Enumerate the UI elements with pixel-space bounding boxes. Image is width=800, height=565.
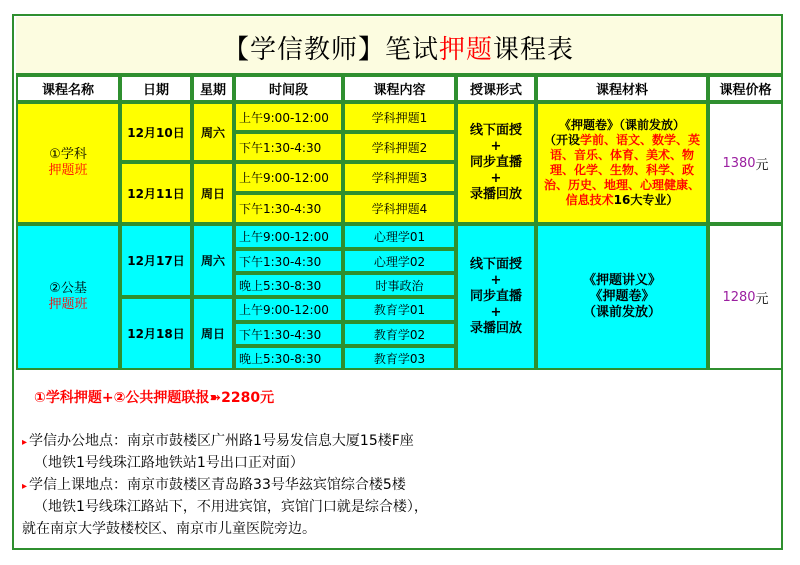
time-slot-cell: 上午9:00-12:00 <box>234 162 343 193</box>
class-address-note: （地铁1号线珠江路站下，不用进宾馆，宾馆门口就是综合楼）， <box>34 499 428 515</box>
office-address: ▸ 学信办公地点：南京市鼓楼区广州路1号易发信息大厦15楼F座 <box>22 433 414 449</box>
header-format: 授课形式 <box>456 75 536 102</box>
content-cell: 学科押题4 <box>343 193 456 224</box>
bullet-icon: ▸ <box>22 437 28 448</box>
title-highlight: 押题 <box>438 35 493 65</box>
content-cell: 教育学01 <box>343 297 456 322</box>
time-slot-cell: 上午9:00-12:00 <box>234 297 343 322</box>
materials-cell-1: 《押题卷》（课前发放） （开设学前、语文、数学、英语、音乐、体育、美术、物理、化学、生物、科学、政治、历史、地理、心理健康、信息技术16大专业） <box>536 102 708 224</box>
time-slot-cell: 下午1:30-4:30 <box>234 322 343 346</box>
weekday-cell: 周日 <box>192 297 234 370</box>
time-slot-cell: 晚上5:30-8:30 <box>234 346 343 370</box>
price-cell-1: 1380 元 <box>708 102 783 224</box>
course-name-2: ②公基 押题班 <box>16 224 120 370</box>
time-slot-cell: 下午1:30-4:30 <box>234 249 343 273</box>
time-slot-cell: 上午9:00-12:00 <box>234 224 343 249</box>
content-cell: 教育学03 <box>343 346 456 370</box>
content-cell: 教育学02 <box>343 322 456 346</box>
class-address-note-2: 就在南京大学鼓楼校区、南京市儿童医院旁边。 <box>22 521 316 537</box>
format-cell-2: 线下面授 + 同步直播 + 录播回放 <box>456 224 536 370</box>
header-time-slot: 时间段 <box>234 75 343 102</box>
combo-price-note: ①学科押题+②公共押题联报➽2280元 <box>34 390 275 406</box>
content-cell: 时事政治 <box>343 273 456 297</box>
class-address: ▸ 学信上课地点：南京市鼓楼区青岛路33号华玆宾馆综合楼5楼 <box>22 477 406 493</box>
weekday-cell: 周六 <box>192 102 234 162</box>
header-content: 课程内容 <box>343 75 456 102</box>
date-cell: 12月10日 <box>120 102 192 162</box>
title-bar <box>16 17 781 75</box>
office-address-note: （地铁1号线珠江路地铁站1号出口正对面） <box>34 455 304 471</box>
content-cell: 学科押题2 <box>343 132 456 162</box>
price-cell-2: 1280 元 <box>708 224 783 370</box>
content-cell: 心理学02 <box>343 249 456 273</box>
course-name-1: ①学科 押题班 <box>16 102 120 224</box>
time-slot-cell: 下午1:30-4:30 <box>234 193 343 224</box>
time-slot-cell: 上午9:00-12:00 <box>234 102 343 132</box>
materials-cell-2: 《押题讲义》 《押题卷》 （课前发放） <box>536 224 708 370</box>
content-cell: 学科押题3 <box>343 162 456 193</box>
header-materials: 课程材料 <box>536 75 708 102</box>
bullet-icon: ▸ <box>22 481 28 492</box>
time-slot-cell: 下午1:30-4:30 <box>234 132 343 162</box>
header-date: 日期 <box>120 75 192 102</box>
content-cell: 学科押题1 <box>343 102 456 132</box>
time-slot-cell: 晚上5:30-8:30 <box>234 273 343 297</box>
content-cell: 心理学01 <box>343 224 456 249</box>
date-cell: 12月11日 <box>120 162 192 224</box>
header-weekday: 星期 <box>192 75 234 102</box>
date-cell: 12月17日 <box>120 224 192 297</box>
header-course-name: 课程名称 <box>16 75 120 102</box>
format-cell-1: 线下面授 + 同步直播 + 录播回放 <box>456 102 536 224</box>
page-title: 【学信教师】笔试押题课程表 <box>222 35 575 65</box>
notes-section <box>16 371 781 546</box>
header-price: 课程价格 <box>708 75 783 102</box>
weekday-cell: 周六 <box>192 224 234 297</box>
date-cell: 12月18日 <box>120 297 192 370</box>
weekday-cell: 周日 <box>192 162 234 224</box>
